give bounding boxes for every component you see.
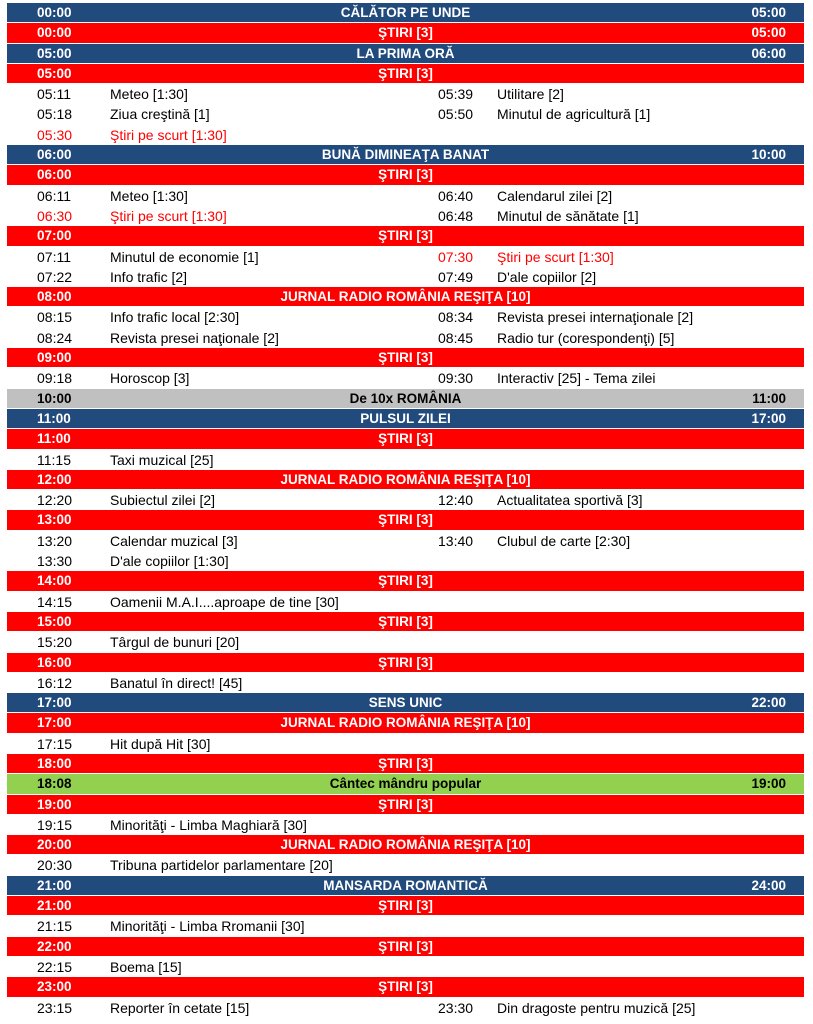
item-time: 05:50 xyxy=(438,106,474,123)
schedule-item-row xyxy=(7,734,804,754)
item-time: 06:48 xyxy=(438,207,474,224)
item-name: Ştiri pe scurt [1:30] xyxy=(497,248,614,265)
schedule-item-row xyxy=(7,84,804,104)
item-time: 19:15 xyxy=(37,816,73,833)
band-start-time: 20:00 xyxy=(37,837,72,853)
item-time: 06:30 xyxy=(37,207,73,224)
item-name: Minutul de sănătate [1] xyxy=(497,207,639,224)
show-header-band xyxy=(7,145,804,165)
item-name: Boema [15] xyxy=(110,958,182,975)
item-time: 16:12 xyxy=(37,674,73,691)
item-time: 22:15 xyxy=(37,958,73,975)
band-end-time: 24:00 xyxy=(751,877,786,893)
item-time: 09:18 xyxy=(37,370,73,387)
item-name: Subiectul zilei [2] xyxy=(110,492,216,509)
item-time: 06:40 xyxy=(438,187,474,204)
news-band xyxy=(7,165,804,185)
item-name: Minorităţi - Limba Maghiară [30] xyxy=(110,816,307,833)
band-start-time: 16:00 xyxy=(37,654,72,670)
news-band xyxy=(7,470,804,490)
band-title: ŞTIRI [3] xyxy=(378,65,433,81)
band-title: ŞTIRI [3] xyxy=(378,350,433,366)
item-name: Interactiv [25] - Tema zilei xyxy=(497,370,656,387)
band-title: SENS UNIC xyxy=(368,695,443,711)
band-start-time: 22:00 xyxy=(37,938,72,954)
item-time: 17:15 xyxy=(37,735,73,752)
news-band xyxy=(7,287,804,307)
show-header-band xyxy=(7,389,804,409)
band-title: BUNĂ DIMINEAŢA BANAT xyxy=(321,147,490,163)
band-start-time: 21:00 xyxy=(37,898,72,914)
schedule-item-row xyxy=(7,267,804,287)
item-time: 13:30 xyxy=(37,553,73,570)
item-time: 13:20 xyxy=(37,532,73,549)
schedule-item-row xyxy=(7,855,804,875)
item-time: 08:24 xyxy=(37,329,73,346)
news-band xyxy=(7,64,804,84)
band-start-time: 21:00 xyxy=(37,877,72,893)
band-start-time: 06:00 xyxy=(37,167,72,183)
band-title: ŞTIRI [3] xyxy=(378,228,433,244)
schedule-item-row xyxy=(7,632,804,652)
band-start-time: 13:00 xyxy=(37,512,72,528)
item-name: Ştiri pe scurt [1:30] xyxy=(110,207,227,224)
band-title: ŞTIRI [3] xyxy=(378,613,433,629)
item-time: 05:11 xyxy=(37,86,71,103)
item-time: 07:49 xyxy=(438,268,474,285)
item-time: 08:34 xyxy=(438,309,474,326)
news-band xyxy=(7,795,804,815)
band-title: PULSUL ZILEI xyxy=(360,410,451,426)
band-start-time: 14:00 xyxy=(37,573,72,589)
news-band xyxy=(7,571,804,591)
schedule-item-row xyxy=(7,551,804,571)
band-start-time: 07:00 xyxy=(37,228,72,244)
band-end-time: 19:00 xyxy=(751,776,786,792)
item-name: Revista presei naţionale [2] xyxy=(110,329,279,346)
show-header-band xyxy=(7,876,804,896)
band-start-time: 18:08 xyxy=(37,776,72,792)
item-time: 08:15 xyxy=(37,309,73,326)
schedule-item-row xyxy=(7,531,804,551)
item-name: Ziua creştină [1] xyxy=(110,106,210,123)
item-name: Tribuna partidelor parlamentare [20] xyxy=(110,857,333,874)
item-name: Calendar muzical [3] xyxy=(110,532,238,549)
item-name: Minutul de agricultură [1] xyxy=(497,106,651,123)
band-start-time: 05:00 xyxy=(37,45,72,61)
band-start-time: 11:00 xyxy=(37,410,71,426)
band-start-time: 17:00 xyxy=(37,715,72,731)
item-time: 07:22 xyxy=(37,268,73,285)
item-time: 05:18 xyxy=(37,106,73,123)
band-start-time: 23:00 xyxy=(37,979,72,995)
band-start-time: 00:00 xyxy=(37,25,72,41)
schedule-item-row xyxy=(7,247,804,267)
band-start-time: 11:00 xyxy=(37,431,71,447)
schedule-item-row xyxy=(7,815,804,835)
news-band xyxy=(7,429,804,449)
band-title: ŞTIRI [3] xyxy=(378,938,433,954)
band-title: JURNAL RADIO ROMÂNIA REŞIŢA [10] xyxy=(280,471,531,487)
schedule-item-row xyxy=(7,916,804,936)
band-start-time: 12:00 xyxy=(37,471,72,487)
item-time: 23:30 xyxy=(438,999,474,1016)
item-time: 20:30 xyxy=(37,857,73,874)
show-header-band xyxy=(7,693,804,713)
band-title: MANSARDA ROMANTICĂ xyxy=(323,877,488,893)
band-title: JURNAL RADIO ROMÂNIA REŞIŢA [10] xyxy=(280,837,531,853)
band-title: ŞTIRI [3] xyxy=(378,167,433,183)
news-band xyxy=(7,23,804,43)
schedule-item-row xyxy=(7,186,804,206)
news-band xyxy=(7,835,804,855)
schedule-item-row xyxy=(7,998,804,1018)
schedule-item-row xyxy=(7,104,804,124)
schedule-item-row xyxy=(7,368,804,388)
item-time: 12:20 xyxy=(37,492,73,509)
band-title: JURNAL RADIO ROMÂNIA REŞIŢA [10] xyxy=(280,715,531,731)
band-title: ŞTIRI [3] xyxy=(378,654,433,670)
program-schedule xyxy=(7,3,804,1018)
band-start-time: 08:00 xyxy=(37,289,72,305)
band-start-time: 15:00 xyxy=(37,613,72,629)
band-title: ŞTIRI [3] xyxy=(378,573,433,589)
band-title: ŞTIRI [3] xyxy=(378,898,433,914)
band-end-time: 05:00 xyxy=(751,25,786,41)
band-title: JURNAL RADIO ROMÂNIA REŞIŢA [10] xyxy=(280,289,531,305)
band-start-time: 17:00 xyxy=(37,695,72,711)
band-title: ŞTIRI [3] xyxy=(378,25,433,41)
item-time: 21:15 xyxy=(37,918,73,935)
item-time: 07:30 xyxy=(438,248,474,265)
item-name: D'ale copiilor [1:30] xyxy=(110,553,229,570)
band-start-time: 10:00 xyxy=(37,390,72,406)
item-time: 11:15 xyxy=(37,451,71,468)
schedule-item-row xyxy=(7,957,804,977)
band-title: ŞTIRI [3] xyxy=(378,755,433,771)
item-time: 13:40 xyxy=(438,532,474,549)
band-end-time: 11:00 xyxy=(752,390,786,406)
item-name: Hit după Hit [30] xyxy=(110,735,211,752)
item-name: Oamenii M.A.I....aproape de tine [30] xyxy=(110,593,339,610)
show-header-band xyxy=(7,774,804,794)
band-start-time: 06:00 xyxy=(37,147,72,163)
band-end-time: 06:00 xyxy=(751,45,786,61)
band-title: ŞTIRI [3] xyxy=(378,979,433,995)
news-band xyxy=(7,937,804,957)
band-title: ŞTIRI [3] xyxy=(378,512,433,528)
item-time: 12:40 xyxy=(438,492,474,509)
item-name: Info trafic local [2:30] xyxy=(110,309,240,326)
item-name: D'ale copiilor [2] xyxy=(497,268,597,285)
item-name: Taxi muzical [25] xyxy=(110,451,214,468)
item-time: 15:20 xyxy=(37,634,73,651)
show-header-band xyxy=(7,44,804,64)
item-name: Meteo [1:30] xyxy=(110,86,188,103)
band-title: De 10x ROMÂNIA xyxy=(349,390,462,406)
item-name: Utilitare [2] xyxy=(497,86,564,103)
item-name: Ştiri pe scurt [1:30] xyxy=(110,126,227,143)
item-time: 05:30 xyxy=(37,126,73,143)
item-name: Calendarul zilei [2] xyxy=(497,187,613,204)
band-start-time: 09:00 xyxy=(37,350,72,366)
schedule-item-row xyxy=(7,125,804,145)
schedule-item-row xyxy=(7,307,804,327)
news-band xyxy=(7,713,804,733)
band-title: CĂLĂTOR PE UNDE xyxy=(340,5,471,20)
band-title: Cântec mândru popular xyxy=(329,776,482,792)
band-title: LA PRIMA ORĂ xyxy=(356,45,455,61)
item-name: Meteo [1:30] xyxy=(110,187,188,204)
item-name: Actualitatea sportivă [3] xyxy=(497,492,643,509)
band-start-time: 05:00 xyxy=(37,65,72,81)
item-time: 05:39 xyxy=(438,86,474,103)
item-time: 09:30 xyxy=(438,370,474,387)
schedule-item-row xyxy=(7,490,804,510)
band-title: ŞTIRI [3] xyxy=(378,431,433,447)
show-header-band xyxy=(7,409,804,429)
item-name: Reporter în cetate [15] xyxy=(110,999,250,1016)
item-time: 06:11 xyxy=(37,187,71,204)
item-name: Târgul de bunuri [20] xyxy=(110,634,240,651)
news-band xyxy=(7,896,804,916)
band-end-time: 10:00 xyxy=(751,147,786,163)
news-band xyxy=(7,510,804,530)
item-name: Revista presei internaţionale [2] xyxy=(497,309,694,326)
band-start-time: 19:00 xyxy=(37,796,72,812)
item-time: 23:15 xyxy=(37,999,73,1016)
band-start-time: 00:00 xyxy=(37,5,72,20)
item-name: Din dragoste pentru muzică [25] xyxy=(497,999,696,1016)
band-end-time: 05:00 xyxy=(751,5,786,20)
news-band xyxy=(7,226,804,246)
news-band xyxy=(7,612,804,632)
item-name: Info trafic [2] xyxy=(110,268,188,285)
schedule-item-row xyxy=(7,673,804,693)
item-name: Minutul de economie [1] xyxy=(110,248,259,265)
band-end-time: 17:00 xyxy=(751,410,786,426)
item-name: Radio tur (corespondenţi) [5] xyxy=(497,329,675,346)
item-name: Clubul de carte [2:30] xyxy=(497,532,631,549)
news-band xyxy=(7,977,804,997)
band-start-time: 18:00 xyxy=(37,755,72,771)
show-header-band xyxy=(7,3,804,23)
item-name: Banatul în direct! [45] xyxy=(110,674,243,691)
item-name: Minorităţi - Limba Rromanii [30] xyxy=(110,918,305,935)
news-band xyxy=(7,348,804,368)
item-time: 08:45 xyxy=(438,329,474,346)
item-time: 14:15 xyxy=(37,593,73,610)
band-title: ŞTIRI [3] xyxy=(378,796,433,812)
schedule-item-row xyxy=(7,206,804,226)
item-name: Horoscop [3] xyxy=(110,370,190,387)
news-band xyxy=(7,754,804,774)
news-band xyxy=(7,653,804,673)
band-end-time: 22:00 xyxy=(751,695,786,711)
schedule-item-row xyxy=(7,328,804,348)
schedule-item-row xyxy=(7,450,804,470)
item-time: 07:11 xyxy=(37,248,71,265)
schedule-item-row xyxy=(7,592,804,612)
